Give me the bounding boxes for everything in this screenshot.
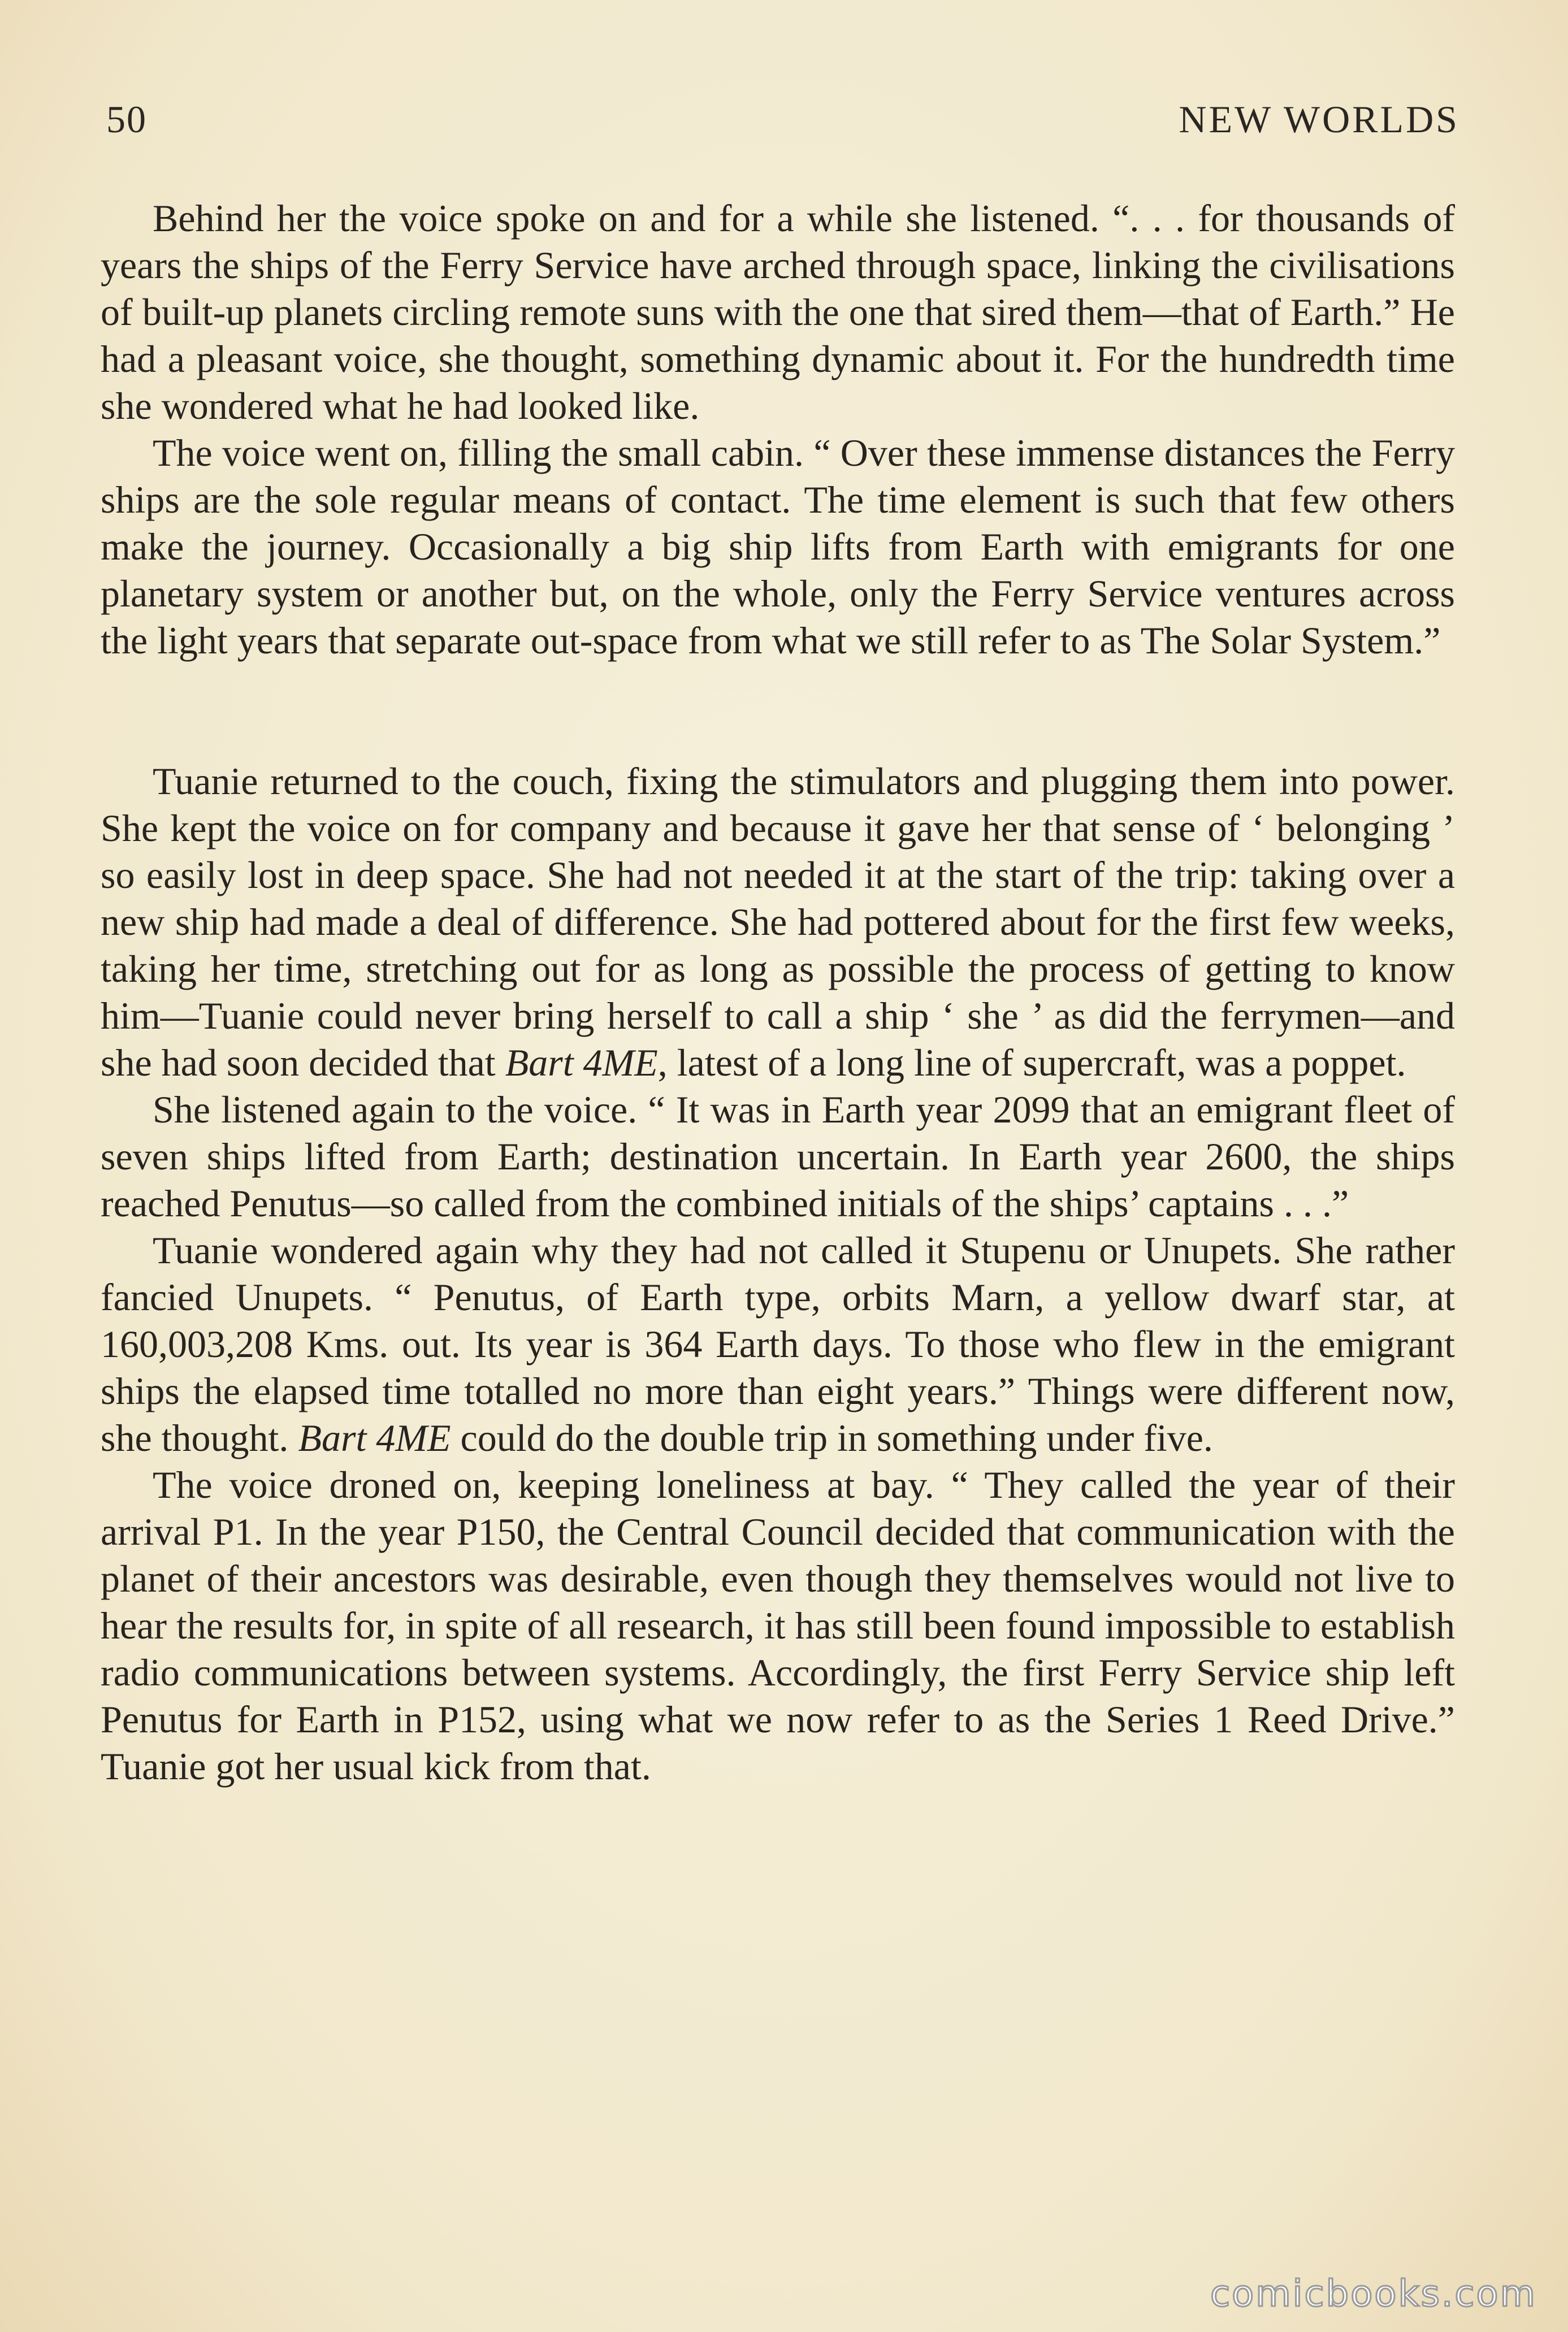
paragraph-text: could do the double trip in something under five. bbox=[451, 1416, 1213, 1459]
paragraph-text: Tuanie returned to the couch, fixing the stimulators and plugging them into power. She kept the voice on for company and because it gave her that sense of ‘ belonging ’ so easily lost in deep space. She had not needed it at the start of the trip: taking over a new ship had made a deal of difference. She had pottered about for the first few weeks, taking her time, stretching out for as long as possible the process of getting to know him—Tuanie could never bring herself to call a ship ‘ she ’ as did the ferrymen—and she had soon decided that bbox=[101, 760, 1455, 1084]
ship-name-italic: Bart 4ME bbox=[505, 1041, 658, 1084]
paragraph bbox=[101, 758, 1455, 1086]
page-number: 50 bbox=[106, 98, 147, 141]
watermark: comicbooks.com bbox=[1210, 2273, 1537, 2315]
paragraph bbox=[101, 1086, 1455, 1227]
paragraph-text: She listened again to the voice. “ It was in Earth year 2099 that an emigrant fleet of seven ships lifted from Earth; destination uncertain. In Earth year 2600, the ships reached Penutus—so called from the combined initials of the ships’ captains . . .” bbox=[101, 1088, 1455, 1225]
running-head: NEW WORLDS bbox=[1179, 98, 1459, 141]
paragraph-text: Tuanie wondered again why they had not called it Stupenu or Unupets. She rather fancied Unupets. “ Penutus, of Earth type, orbits Marn, a yellow dwarf star, at 160,003,208 Kms. out. Its year is 364 Earth days. To those who flew in the emigrant ships the elapsed time totalled no more than eight years.” Things were different now, she thought. bbox=[101, 1229, 1455, 1459]
paragraph-text: The voice droned on, keeping loneliness at bay. “ They called the year of their arrival P1. In the year P150, the Central Council decided that communication with the planet of their ancestors was desirable, even though they themselves would not live to hear the results for, in spite of all research, it has still been found impossible to establish radio communications between systems. Accordingly, the first Ferry Service ship left Penutus for Earth in P152, using what we now refer to as the Series 1 Reed Drive.” Tuanie got her usual kick from that. bbox=[101, 1463, 1455, 1788]
paragraph bbox=[101, 1227, 1455, 1462]
paragraph-text: Behind her the voice spoke on and for a while she listened. “. . . for thousands of years the ships of the Ferry Service have arched through space, linking the civilisations of built-up planets circling remote suns with the one that sired them—that of Earth.” He had a pleasant voice, she thought, something dynamic about it. For the hundredth time she wondered what he had looked like. bbox=[101, 197, 1455, 427]
page-header bbox=[106, 97, 1459, 159]
body-text bbox=[101, 195, 1455, 1790]
paragraph bbox=[101, 1462, 1455, 1790]
ship-name-italic: Bart 4ME bbox=[298, 1416, 451, 1459]
paragraph bbox=[101, 195, 1455, 430]
paragraph bbox=[101, 430, 1455, 664]
paragraph-text: , latest of a long line of supercraft, was a poppet. bbox=[657, 1041, 1406, 1084]
paragraph-text: The voice went on, filling the small cabin. “ Over these immense distances the Ferry ships are the sole regular means of contact. The time element is such that few others make the journey. Occasionally a big ship lifts from Earth with emigrants for one planetary system or another but, on the whole, only the Ferry Service ventures across the light years that separate out-space from what we still refer to as The Solar System.” bbox=[101, 431, 1455, 662]
